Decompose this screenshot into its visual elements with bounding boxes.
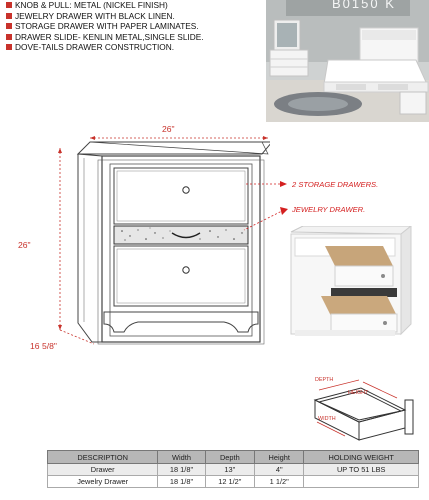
table-cell: 13" bbox=[205, 464, 254, 476]
table-row bbox=[48, 476, 419, 488]
table-row bbox=[48, 464, 419, 476]
table-cell: Jewelry Drawer bbox=[48, 476, 158, 488]
bedroom-photo bbox=[266, 0, 429, 122]
red-square-bullet-icon bbox=[6, 23, 12, 29]
table-cell: 18 1/8" bbox=[158, 476, 205, 488]
storage-drawers-callout: 2 STORAGE DRAWERS. bbox=[292, 180, 379, 189]
width-dimension: 26" bbox=[162, 124, 175, 134]
table-cell bbox=[304, 476, 419, 488]
table-cell: 12 1/2" bbox=[205, 476, 254, 488]
feature-item: DOVE-TAILS DRAWER CONSTRUCTION. bbox=[6, 42, 268, 53]
table-cell: 18 1/8" bbox=[158, 464, 205, 476]
drawer-height-label: HEIGHT bbox=[348, 390, 369, 396]
jewelry-drawer-callout: JEWELRY DRAWER. bbox=[292, 205, 366, 214]
column-header: HOLDING WEIGHT bbox=[304, 451, 419, 464]
red-square-bullet-icon bbox=[6, 44, 12, 50]
red-square-bullet-icon bbox=[6, 13, 12, 19]
nightstand-line-drawing bbox=[0, 118, 270, 358]
red-square-bullet-icon bbox=[6, 2, 12, 8]
column-header: Depth bbox=[205, 451, 254, 464]
drawer-width-label: WIDTH bbox=[318, 416, 336, 422]
drawer-spec-table bbox=[47, 450, 419, 488]
height-dimension: 26" bbox=[18, 240, 31, 250]
feature-item: JEWELRY DRAWER WITH BLACK LINEN. bbox=[6, 11, 268, 22]
column-header: Height bbox=[255, 451, 304, 464]
depth-dimension: 16 5/8" bbox=[30, 341, 57, 351]
photo-sign: B0150 K bbox=[332, 0, 396, 11]
column-header: Width bbox=[158, 451, 205, 464]
open-drawer-render bbox=[285, 226, 419, 344]
table-cell: 1 1/2" bbox=[255, 476, 304, 488]
feature-item: STORAGE DRAWER WITH PAPER LAMINATES. bbox=[6, 21, 268, 32]
drawer-depth-label: DEPTH bbox=[315, 377, 334, 383]
table-cell: 4" bbox=[255, 464, 304, 476]
table-cell: Drawer bbox=[48, 464, 158, 476]
feature-list bbox=[6, 0, 268, 53]
feature-item: KNOB & PULL: METAL (NICKEL FINISH) bbox=[6, 0, 268, 11]
drawer-dimension-diagram bbox=[305, 360, 417, 448]
table-header-row bbox=[48, 451, 419, 464]
column-header: DESCRIPTION bbox=[48, 451, 158, 464]
table-cell: UP TO 51 LBS bbox=[304, 464, 419, 476]
feature-item: DRAWER SLIDE- KENLIN METAL,SINGLE SLIDE. bbox=[6, 32, 268, 43]
red-square-bullet-icon bbox=[6, 34, 12, 40]
